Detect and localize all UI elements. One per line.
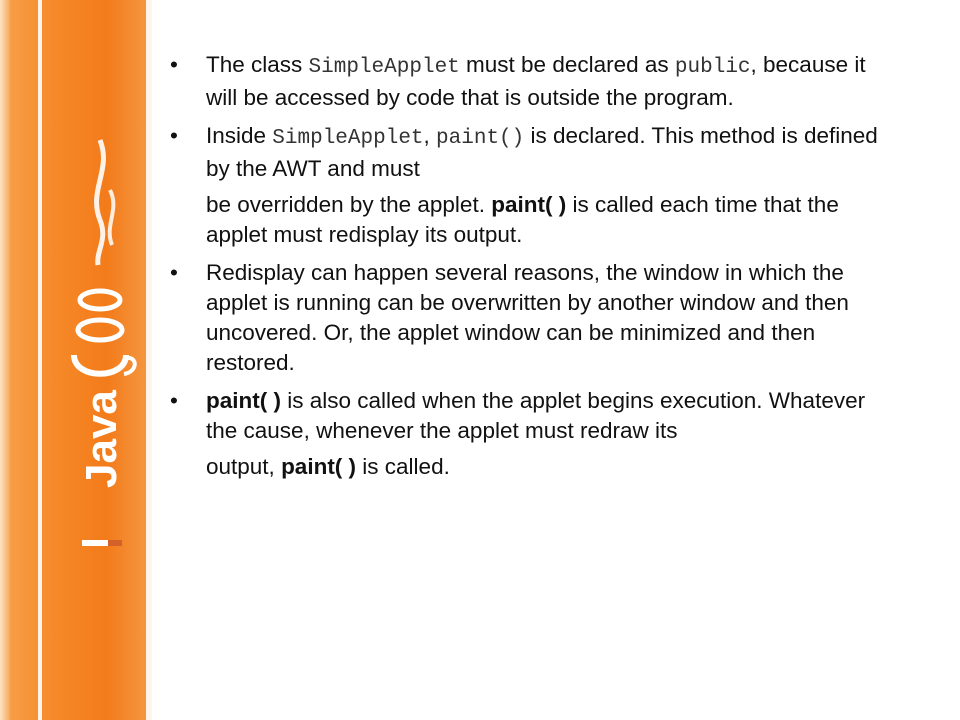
continuation-paragraph [166, 452, 896, 482]
code-text: paint() [436, 127, 525, 150]
side-banner [0, 0, 152, 720]
bullet-text: is also called when the applet begins execution. Whatever the cause, whenever the applet must redraw its [206, 388, 866, 443]
bullet-text: , because it will be accessed by code that is outside the program. [206, 52, 866, 110]
bullet-text: is called each time that the applet must redisplay its output. [206, 192, 839, 247]
bullet-item [166, 121, 896, 184]
bullet-item [166, 258, 896, 378]
code-text: SimpleApplet [308, 56, 460, 79]
bullet-text: must be declared as [459, 52, 675, 77]
banner-stripe [38, 0, 42, 720]
code-text: SimpleApplet [272, 127, 424, 150]
slide-content [166, 50, 896, 490]
svg-text:Java: Java [77, 390, 126, 488]
java-wordmark [76, 390, 131, 488]
continuation-paragraph [166, 190, 896, 250]
bullet-text: be overridden by the applet. [206, 192, 492, 217]
bullet-text: Inside [206, 123, 273, 148]
bullet-text: is called. [356, 454, 450, 479]
bullet-item [166, 386, 896, 446]
bullet-item [166, 50, 896, 113]
bold-code-text: paint( ) [206, 388, 281, 413]
bullet-text: The class [206, 52, 309, 77]
bold-code-text: paint( ) [491, 192, 567, 217]
banner-stripe [146, 0, 152, 720]
bullet-icon: • [170, 123, 178, 148]
bullet-text: is declared. This method is defined by the AWT and must [206, 123, 878, 181]
bullet-icon: • [170, 388, 178, 413]
bullet-icon: • [170, 260, 178, 285]
bold-code-text: paint( ) [281, 454, 357, 479]
java-coffee-cup-icon [60, 130, 140, 570]
bullet-icon: • [170, 52, 178, 77]
bullet-text: , [423, 123, 437, 148]
bullet-text: Redisplay can happen several reasons, the window in which the applet is running can be overwritten by another window and then uncovered. Or, the applet window can be minimized and then restored. [206, 260, 849, 375]
bullet-text: output, [206, 454, 282, 479]
code-text: public [674, 56, 751, 79]
